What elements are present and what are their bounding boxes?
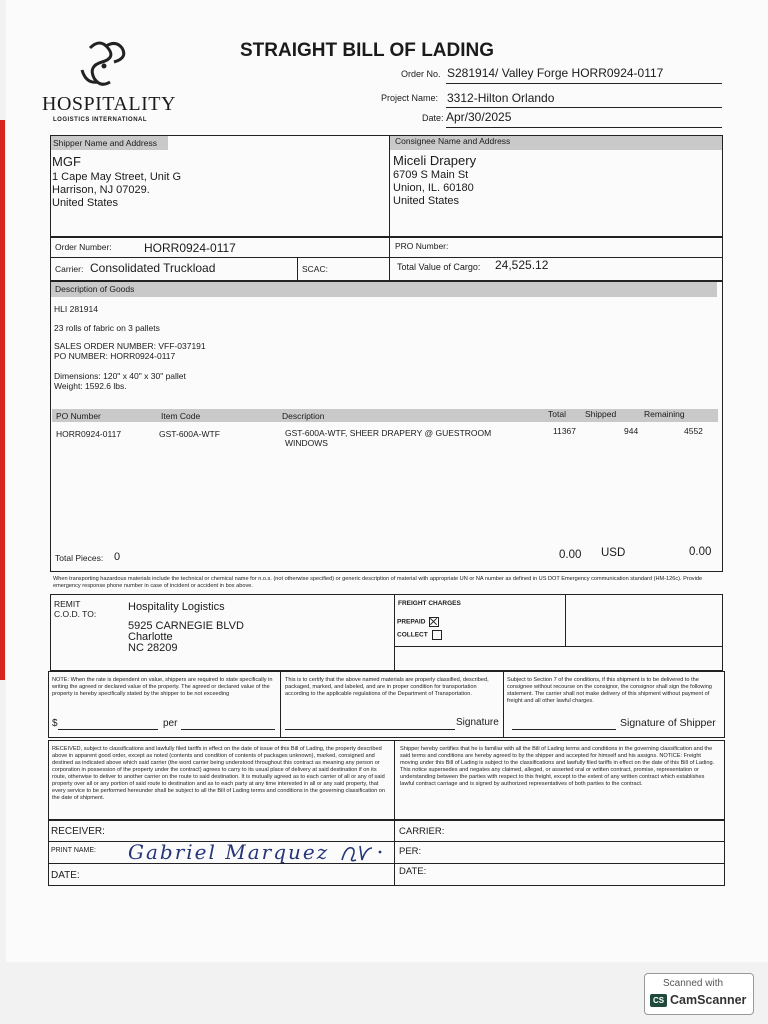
cargo-value: 24,525.12 — [495, 258, 549, 272]
items-col-po-number: PO Number — [56, 411, 101, 421]
freight-left-border — [394, 594, 395, 671]
goods-header-bar — [51, 282, 717, 297]
notes-divider-1 — [280, 671, 281, 738]
project-name-label: Project Name: — [381, 93, 439, 103]
order-number-label: Order Number: — [55, 242, 112, 252]
remit-label: REMIT — [54, 599, 81, 609]
consignee-address-line1: 6709 S Main St — [393, 169, 469, 181]
items-col-total: Total — [548, 409, 566, 419]
goods-line-3: SALES ORDER NUMBER: VFF-037191 — [54, 341, 206, 351]
value-field-line[interactable] — [58, 729, 158, 730]
consignee-address-line2: Union, IL. 60180 — [393, 182, 474, 194]
prepaid-option[interactable] — [397, 617, 439, 627]
carrier-label: Carrier: — [55, 264, 84, 274]
prepaid-checkbox[interactable] — [429, 617, 439, 627]
camscanner-logo-icon: CS — [650, 994, 667, 1007]
carrier-scac-divider — [297, 257, 298, 281]
carrier-sign-label: CARRIER: — [399, 826, 445, 837]
shipper-address-line2: Harrison, NJ 07029. — [52, 184, 150, 196]
order-no-value: S281914/ Valley Forge HORR0924-0117 — [447, 66, 664, 80]
total-currency: USD — [601, 547, 626, 559]
table-row-shipped: 944 — [624, 426, 639, 436]
carrier-date-label: DATE: — [399, 866, 427, 877]
logo-name: HOSPITALITY — [42, 93, 176, 115]
table-row-description-1: GST-600A-WTF, SHEER DRAPERY @ GUESTROOM — [285, 428, 492, 438]
date-label: Date: — [422, 113, 444, 123]
scan-edge — [0, 120, 5, 680]
goods-line-4: PO NUMBER: HORR0924-0117 — [54, 351, 176, 361]
address-block — [50, 135, 723, 237]
total-amount: 0.00 — [559, 549, 582, 561]
freight-row-border — [394, 646, 723, 647]
order-no-label: Order No. — [401, 69, 441, 79]
consignee-address-line3: United States — [393, 195, 460, 207]
goods-header: Description of Goods — [55, 284, 135, 294]
date-value: Apr/30/2025 — [446, 110, 512, 124]
total-pieces-label: Total Pieces: — [55, 553, 104, 563]
items-col-shipped: Shipped — [585, 409, 617, 419]
items-header-bar — [52, 409, 718, 422]
shipper-signature-line[interactable] — [512, 729, 616, 730]
remit-address-line3: NC 28209 — [128, 642, 178, 654]
items-col-remaining: Remaining — [644, 409, 685, 419]
table-row-description-2: WINDOWS — [285, 438, 328, 448]
remit-name: Hospitality Logistics — [128, 601, 225, 613]
collect-label: COLLECT — [397, 631, 428, 639]
consignee-name: Miceli Drapery — [393, 153, 477, 168]
cargo-value-label: Total Value of Cargo: — [397, 262, 481, 272]
project-name-value: 3312-Hilton Orlando — [447, 91, 555, 105]
receiver-initials-mark — [338, 842, 384, 864]
carrier-value: Consolidated Truckload — [90, 261, 216, 275]
prepaid-label: PREPAID — [397, 618, 426, 626]
order-no-underline — [446, 83, 722, 84]
dollar-sign: $ — [52, 718, 58, 729]
shipper-header: Shipper Name and Address — [53, 138, 157, 148]
table-row-code: GST-600A-WTF — [159, 429, 220, 439]
freight-charges-header: FREIGHT CHARGES — [398, 600, 461, 607]
receiver-label: RECEIVER: — [51, 826, 105, 837]
goods-line-6: Weight: 1592.6 lbs. — [54, 381, 127, 391]
address-divider — [389, 135, 390, 237]
received-terms: RECEIVED, subject to classifications and lawfully filed tariffs in effect on the date of issue of this Bill of Lading, the property described above in apparent good order, except as noted (contents and condition of contents of packages unknown), marked, consigned and destined as indicated above which said carrier (the word carrier being understood throughout this contract as meaning any person or corporation in possession of the property under the contract) agrees to carry to its usual place of delivery at said destination if on its route, otherwise to deliver to another carrier on the route to said destination. It is mutually agreed as to each carrier of all or any of said property over all or any portion of said route to destination and as to each party at any time interested in all or any said property, that every service to be performed hereunder shall be subject to all the Bill of Lading terms and conditions in the governing classification on the date of shipment. — [52, 746, 386, 801]
per-field-line[interactable] — [181, 729, 275, 730]
signature-line[interactable] — [285, 729, 455, 730]
camscanner-brand: CamScanner — [670, 993, 747, 1007]
shipper-name: MGF — [52, 154, 81, 169]
total-amount-remaining: 0.00 — [689, 546, 712, 558]
camscanner-watermark — [644, 973, 754, 1015]
hospitality-logo-icon — [76, 40, 132, 92]
items-col-description: Description — [282, 411, 325, 421]
print-name-label: PRINT NAME: — [51, 847, 96, 854]
freight-inner-border — [565, 594, 566, 646]
signature-label: Signature — [456, 717, 499, 728]
receiver-date-label: DATE: — [51, 870, 80, 881]
note-section7: Subject to Section 7 of the conditions, if this shipment is to be delivered to the consignee without recourse on the consignor, the consignor shall sign the following statement. The carrier shall not make delivery of this shipment without payment of freight and all other lawful charges. — [507, 677, 712, 704]
carrier-per-label: PER: — [399, 846, 422, 857]
document-title: STRAIGHT BILL OF LADING — [240, 40, 495, 61]
shipper-signature-label: Signature of Shipper — [620, 717, 716, 729]
notes-divider-2 — [503, 671, 504, 738]
pro-number-label: PRO Number: — [395, 241, 449, 251]
collect-option[interactable] — [397, 630, 442, 640]
per-label: per — [163, 718, 178, 729]
shipper-certification: Shipper hereby certifies that he is familiar with all the Bill of Lading terms and conditions in the governing classification and the said terms and conditions are hereby agreed to by the shipper and accepted for himself and his assigns. NOTICE: Freight moving under this Bill of Lading is subject to the classifications and lawfully filed tariffs in effect on the date of this Bill of Lading. This notice supersedes and negates any claimed, alleged, or asserted oral or written contract, promise, representation or understanding between the parties with respect to this freight, except to the extent of any written contract which establishes lawful contract carriage and is signed by authorized representatives of both parties to the contract. — [400, 746, 715, 787]
date-underline — [446, 127, 722, 128]
collect-checkbox[interactable] — [432, 630, 442, 640]
note-rate: NOTE: When the rate is dependent on value, shippers are required to state specifically in writing the agreed or declared value of the property. The agreed or declared value of the property is hereby specifically stated by the shipper to be not exceeding — [52, 677, 273, 697]
table-row-remaining: 4552 — [684, 426, 703, 436]
shipper-address-line3: United States — [52, 197, 119, 209]
remit-address-line2: Charlotte — [128, 631, 173, 643]
shipper-address-line1: 1 Cape May Street, Unit G — [52, 171, 181, 183]
total-pieces-value: 0 — [114, 551, 121, 563]
hazmat-note: When transporting hazardous materials include the technical or chemical name for n.o.s. (not otherwise specified) or generic description of material with appropriate UN or NA number as defined in US DOT Emergency communication standard (HM-126c). Provide emergency response phone number in case of incident or accident in box above. — [53, 576, 703, 589]
logo-subtitle: LOGISTICS INTERNATIONAL — [53, 117, 148, 123]
consignee-header: Consignee Name and Address — [395, 136, 511, 146]
items-col-item-code: Item Code — [161, 411, 201, 421]
scac-label: SCAC: — [302, 264, 328, 274]
table-row-po: HORR0924-0117 — [56, 429, 122, 439]
note-certify: This is to certify that the above named materials are properly classified, described, packaged, marked, and labeled, and are in proper condition for transportation according to the applicable regulations of the Department of Transportation. — [285, 677, 489, 697]
goods-line-5: Dimensions: 120" x 40" x 30" pallet — [54, 371, 186, 381]
goods-line-1: HLI 281914 — [54, 304, 98, 314]
order-number-value: HORR0924-0117 — [144, 241, 236, 255]
remit-address-line1: 5925 CARNEGIE BLVD — [128, 620, 244, 632]
goods-line-2: 23 rolls of fabric on 3 pallets — [54, 323, 160, 333]
scanned-with-text: Scanned with — [663, 978, 724, 989]
cod-to-label: C.O.D. TO: — [54, 609, 97, 619]
receiver-print-name: Gabriel Marquez — [128, 840, 330, 864]
table-row-total: 11367 — [553, 426, 577, 436]
project-name-underline — [446, 107, 722, 108]
